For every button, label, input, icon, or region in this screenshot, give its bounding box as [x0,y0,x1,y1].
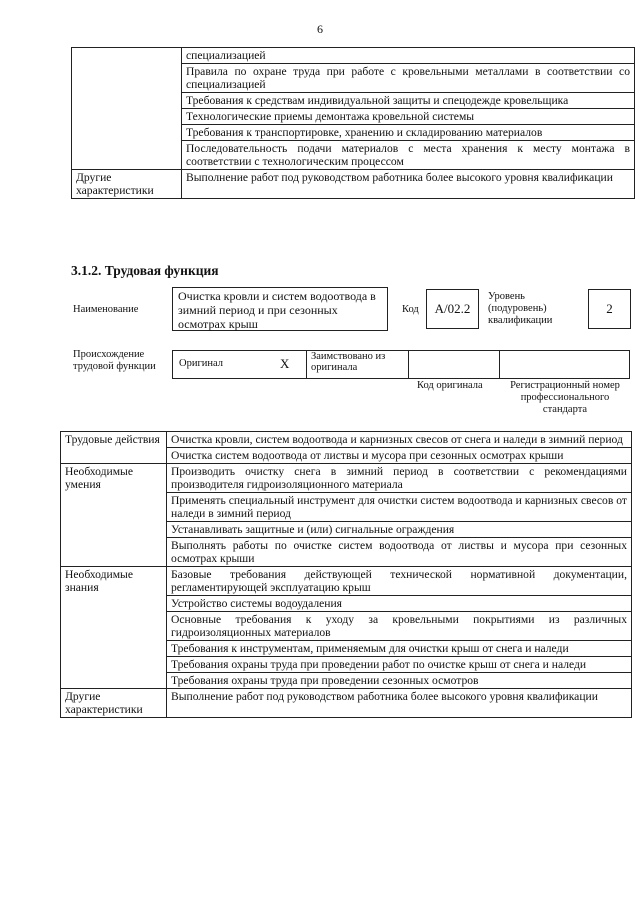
level-value-box: 2 [588,289,631,329]
table-cell: Технологические приемы демонтажа кровельной системы [182,109,635,125]
table-cell: Требования охраны труда при проведении сезонных осмотров [167,673,632,689]
row-label-empty [72,48,182,170]
row-label: Другие характеристики [61,689,167,718]
table-cell: Выполнение работ под руководством работника более высокого уровня квалификации [167,689,632,718]
table-row [61,432,632,448]
original-mark: X [280,356,290,371]
row-label: Другие характеристики [72,170,182,199]
table-cell: Применять специальный инструмент для очистки систем водоотвода и карнизных свесов от наледи в зимний период [167,493,632,522]
code-label: Код [402,304,419,315]
table-cell: Выполнять работы по очистке систем водоотвода от листвы и мусора при сезонных осмотрах крыши [167,538,632,567]
code-value-box: А/02.2 [426,289,479,329]
table-cell: Правила по охране труда при работе с кровельными металлами в соответствии со специализацией [182,64,635,93]
section-title: 3.1.2. Трудовая функция [71,263,219,278]
table-cell: Требования к средствам индивидуальной защиты и спецодежде кровельщика [182,93,635,109]
page-number: 6 [317,22,323,36]
table-cell: Устройство системы водоудаления [167,596,632,612]
borrowed-label: Заимствовано из оригинала [311,351,386,373]
table-row [61,464,632,493]
divider [408,350,409,379]
table-cell: Выполнение работ под руководством работника более высокого уровня квалификации [182,170,635,199]
function-name-box: Очистка кровли и систем водоотвода в зимний период и при сезонных осмотрах крыш [172,287,388,331]
table-cell: Требования к транспортировке, хранению и складированию материалов [182,125,635,141]
table-row [61,689,632,718]
divider [499,350,500,379]
code-original-caption: Код оригинала [417,380,483,391]
origin-row [172,350,630,379]
divider [306,350,307,379]
table-cell: Очистка кровли, систем водоотвода и карнизных свесов от снега и наледи в зимний период [167,432,632,448]
origin-label: Происхождение трудовой функции [73,349,156,372]
table-row [72,48,635,64]
table-cell: Основные требования к уходу за кровельными покрытиями из различных гидроизоляционных материалов [167,612,632,641]
table-row [61,567,632,596]
table-cell: Требования к инструментам, применяемым для очистки крыш от снега и наледи [167,641,632,657]
level-label: Уровень (подуровень) квалификации [488,291,553,326]
original-label: Оригинал [179,358,223,369]
table-cell: Требования охраны труда при проведении работ по очистке крыш от снега и наледи [167,657,632,673]
reg-number-caption: Регистрационный номер профессионального стандарта [510,380,620,415]
table-cell: Последовательность подачи материалов с места хранения к месту монтажа в соответствии с технологическим процессом [182,141,635,170]
labour-function-table [60,431,632,718]
continuation-table [71,47,635,199]
table-row [72,170,635,199]
row-label: Необходимые умения [61,464,167,567]
table-cell: Базовые требования действующей технической нормативной документации, регламентирующей эксплуатацию крыш [167,567,632,596]
row-label: Необходимые знания [61,567,167,689]
table-cell: Очистка систем водоотвода от листвы и мусора при сезонных осмотрах крыши [167,448,632,464]
table-cell: Производить очистку снега в зимний период в соответствии с рекомендациями производителя гидроизоляционного материала [167,464,632,493]
row-label: Трудовые действия [61,432,167,464]
table-cell: Устанавливать защитные и (или) сигнальные ограждения [167,522,632,538]
table-cell: специализацией [182,48,635,64]
name-label: Наименование [73,304,139,315]
